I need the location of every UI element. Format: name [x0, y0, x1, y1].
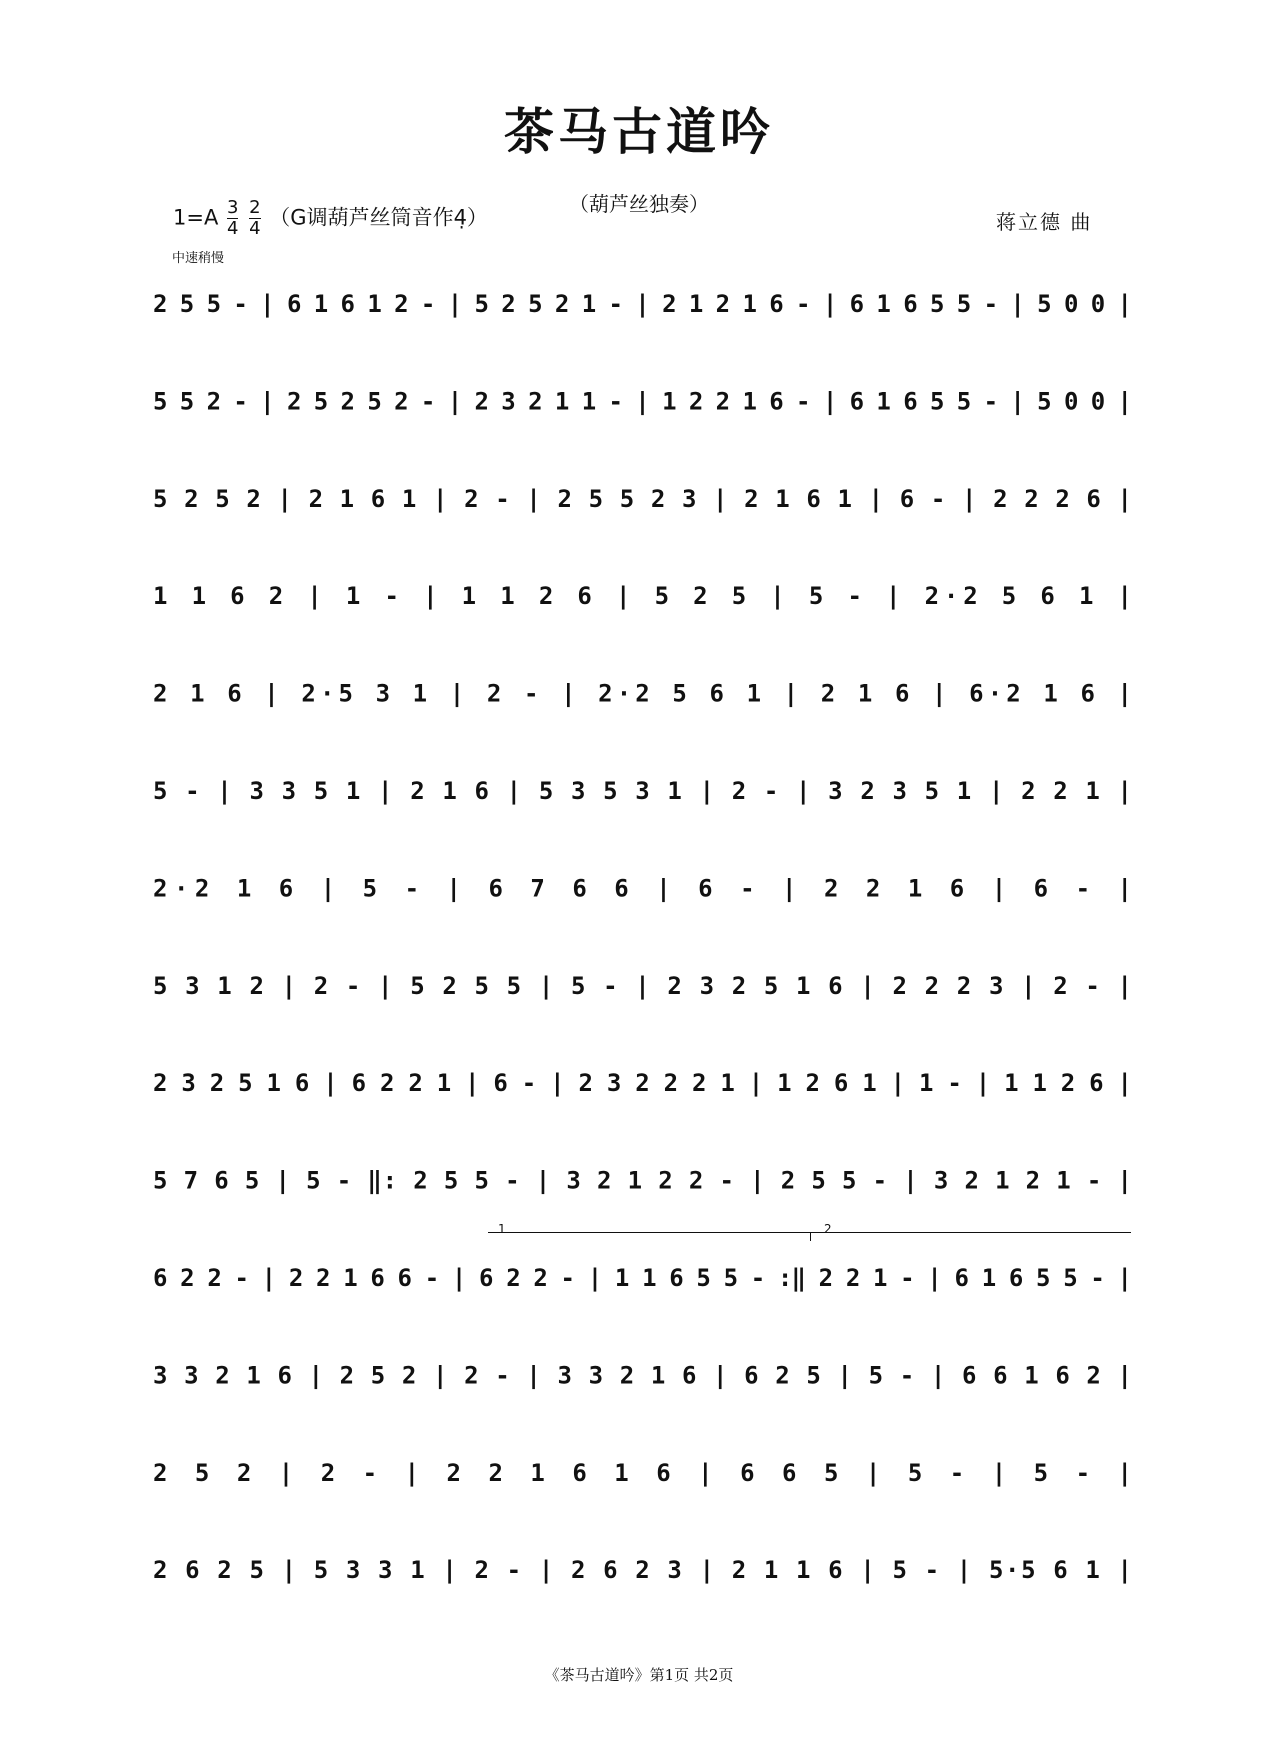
composer-credit: 蒋立德 曲: [996, 210, 1093, 234]
score-line: 2·2 1 6 | 5 - | 6 7 6 6 | 6 - | 2 2 1 6 | 6 - |: [153, 874, 1133, 903]
instrument-note: （G调葫芦丝筒音作4̣）: [269, 205, 488, 230]
page-footer: 《茶马古道吟》第1页 共2页: [544, 1666, 734, 1684]
score-line: 2 5 5 - | 6 1 6 1 2 - | 5 2 5 2 1 - | 2 1 2 1 6 - | 6 1 6 5 5 - | 5 0 0 |: [153, 290, 1132, 318]
score-line: 3 3 2 1 6 | 2 5 2 | 2 - | 3 3 2 1 6 | 6 2 5 | 5 - | 6 6 1 6 2 |: [153, 1361, 1132, 1390]
score-line: 5 7 6 5 | 5 - ‖: 2 5 5 - | 3 2 1 2 2 - | 2 5 5 - | 3 2 1 2 1 - |: [153, 1166, 1132, 1195]
score-subtitle: （葫芦丝独奏）: [569, 192, 709, 216]
score-line: 1 1 6 2 | 1 - | 1 1 2 6 | 5 2 5 | 5 - | 2·2 5 6 1 |: [153, 582, 1132, 611]
time-signature-2: $\frac{2}{4}$: [249, 197, 261, 239]
score-line: 5 5 2 - | 2 5 2 5 2 - | 2 3 2 1 1 - | 1 2 2 1 6 - | 6 1 6 5 5 - | 5 0 0 |: [153, 387, 1132, 416]
volta-2-label: 2: [824, 1222, 832, 1236]
volta-1-label: 1: [498, 1222, 506, 1236]
score-line: 6 2 2 - | 2 2 1 6 6 - | 6 2 2 - | 1 1 6 5 5 - :‖ 2 2 1 - | 6 1 6 5 5 - |: [153, 1264, 1132, 1292]
score-line: 2 5 2 | 2 - | 2 2 1 6 1 6 | 6 6 5 | 5 - | 5 - |: [153, 1458, 1133, 1487]
score-line: 5 3 1 2 | 2 - | 5 2 5 5 | 5 - | 2 3 2 5 1 6 | 2 2 2 3 | 2 - |: [153, 971, 1132, 1000]
score-line: 2 1 6 | 2·5 3 1 | 2 - | 2·2 5 6 1 | 2 1 6 | 6·2 1 6 |: [153, 679, 1132, 708]
score-line: 2 6 2 5 | 5 3 3 1 | 2 - | 2 6 2 3 | 2 1 1 6 | 5 - | 5·5 6 1 |: [153, 1556, 1132, 1585]
score-line: 5 - | 3 3 5 1 | 2 1 6 | 5 3 5 3 1 | 2 - | 3 2 3 5 1 | 2 2 1 |: [153, 777, 1132, 805]
time-signature-1: $\frac{3}{4}$: [227, 197, 239, 239]
score-line: 2 3 2 5 1 6 | 6 2 2 1 | 6 - | 2 3 2 2 2 1 | 1 2 6 1 | 1 - | 1 1 2 6 |: [153, 1069, 1132, 1098]
key-label: 1=A: [173, 205, 219, 230]
score-title: 茶马古道吟: [504, 102, 774, 161]
score-line: 5 2 5 2 | 2 1 6 1 | 2 - | 2 5 5 2 3 | 2 1 6 1 | 6 - | 2 2 2 6 |: [153, 484, 1132, 513]
tempo-marking: 中速稍慢: [172, 251, 225, 266]
